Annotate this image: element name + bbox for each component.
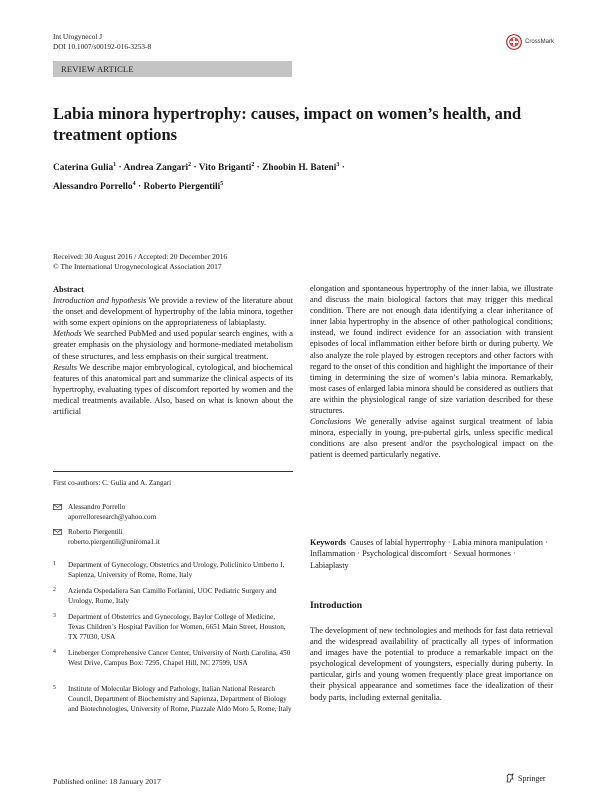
affiliation-text: Lineberger Comprehensive Cancer Center, University of North Carolina, 450 West Drive, Campus Box: 7295, Chapel Hill, NC 27599, USA [68,649,291,667]
received-accepted: Received: 30 August 2016 / Accepted: 20 December 2016 [53,252,228,261]
author[interactable]: Roberto Piergentili$^5$ [143,180,224,192]
publisher-name: Springer [518,773,546,783]
abstract-right-column [310,283,553,461]
published-date: Published online: 18 January 2017 [53,777,161,786]
article-title: Labia minora hypertrophy: causes, impact on women’s health, and treatment options [53,104,522,144]
author[interactable]: Vito Briganti$^2$ [198,162,255,173]
affiliation-text: Institute of Molecular Biology and Pathology, Italian National Research Council, Department of Biochemistry and Sapienza, Department of Biology and Biotechnologies, University of Rome, Piazzale Aldo Moro 5, Rome, Italy [68,685,292,713]
intro-label: Introduction and hypothesis [53,296,147,306]
affiliation-number: 4 [53,649,56,655]
introduction-text: The development of new technologies and methods for fast data retrieval and the widespread availability of practically all types of information and images have the potential to produce a remarkable impact on the psychological development of youngsters, especially during puberty. In particular, girls and young women frequently place great importance on their physical appearance and sometimes face the idealization of their body parts, including external genitalia. [310,626,553,702]
results-label: Results [53,362,77,372]
affiliation-number: 5 [53,685,56,691]
keywords [310,537,553,571]
author[interactable]: Caterina Gulia$^1$ [53,162,117,173]
journal-meta [53,32,151,53]
author[interactable]: Alessandro Porrello$^4$ [53,180,136,192]
affiliation-text: Department of Obstetrics and Gynecology, Baylor College of Medicine, Texas Children’s Hospital Pavilion for Women, 6651 Main Street, Houston, TX 77030, USA [68,613,286,641]
author[interactable]: Zhoobin H. Bateni$^3$ [262,162,340,173]
crossmark-icon [506,34,522,50]
affiliation-number: 2 [53,587,56,593]
affiliation-text: Azienda Ospedaliera San Camillo Forlanini, UOC Pediatric Surgery and Urology, Rome, Italy [68,587,277,605]
crossmark-badge[interactable] [506,33,566,51]
affiliation-text: Department of Gynecology, Obstetrics and Urology, Policlinico Umberto I, Sapienza, University of Rome, Rome, Italy [68,561,285,579]
abstract-left-column [53,284,293,417]
abstract-results: Results We describe major embryological, cytological, and biochemical features of this anatomical part and summarize the clinical aspects of its hypertrophy, evaluating types of discomfort reported by women and the medical treatments available. Also, based on what is known about the artificial [53,362,293,417]
doi[interactable]: DOI 10.1007/s00192-016-3253-8 [53,42,152,52]
article-type-banner: REVIEW ARTICLE [53,61,292,77]
keywords-text: Causes of labial hypertrophy · Labia minora manipulation · Inflammation · Psychological discomfort · Sexual hormones · Labiaplasty [310,538,548,570]
coauthors-note: First co-authors: C. Gulia and A. Zangari [53,479,172,487]
conclusions-label: Conclusions [310,417,352,427]
crossmark-label: CrossMark [525,39,555,45]
contact-name: Alessandro Porrello [68,503,126,511]
introduction-heading: Introduction [310,600,363,611]
affiliation-number: 3 [53,613,56,619]
article-dates [53,252,227,273]
contact-email[interactable]: aporrelloresearch@yahoo.com [68,513,157,521]
keywords-label: Keywords [310,538,346,547]
methods-label: Methods [53,329,82,339]
abstract-intro: Introduction and hypothesis We provide a review of the literature about the onset and development of hypertrophy of the labia minora, together with some expert opinions on the appropriateness of labiaplasty. [53,296,293,328]
author[interactable]: Andrea Zangari$^2$ [123,162,192,173]
contact-name: Roberto Piergentili [68,528,123,536]
footnote-divider [53,471,293,472]
email-icon [53,504,62,510]
journal-name: Int Urogynecol J [53,32,103,41]
author-list: Caterina Gulia$^1$ · Andrea Zangari$^2$ · Vito Briganti$^2$ · Zhoobin H. Bateni$^3$ · Alessandro Porrello$^4$ · Roberto Piergentili$^5$ [53,162,345,192]
springer-horse-icon [505,773,515,783]
abstract-methods: Methods We searched PubMed and used popular search engines, with a greater emphasis on the physiology and hormone-mediated metabolism of these structures, and less emphasis on their surgical treatment. [53,329,293,361]
contact-email[interactable]: roberto.piergentili@uniroma1.it [68,538,160,546]
affiliation-number: 1 [53,561,56,567]
publisher-logo[interactable] [505,773,546,783]
email-icon [53,529,62,535]
abstract-conclusions: Conclusions We generally advise against surgical treatment of labia minora, especially in young, pre-pubertal girls, unless specific medical conditions are also present and/or the psychological impact on the patient is deemed particularly negative. [310,417,553,460]
abstract-heading: Abstract [53,285,84,294]
copyright: © The International Urogynecological Association 2017 [53,262,222,272]
abstract-results-cont: elongation and spontaneous hypertrophy of the inner labia, we illustrate and discuss the main biological factors that may trigger this medical condition. There are not enough data identifying a clear inheritance of inner labia hypertrophy in the absence of other pathological conditions; instead, we found indirect evidence for an association with transient episodes of local inflammation either before birth or during puberty. We also analyze the role played by estrogen receptors and other factors with regard to the onset of this condition and highlight the importance of their timing in determining the size of women’s labia minora. Remarkably, most cases of enlarged labia minora should be considered as outliers that are within the physiological range of size variation described for these structures. [310,284,553,416]
